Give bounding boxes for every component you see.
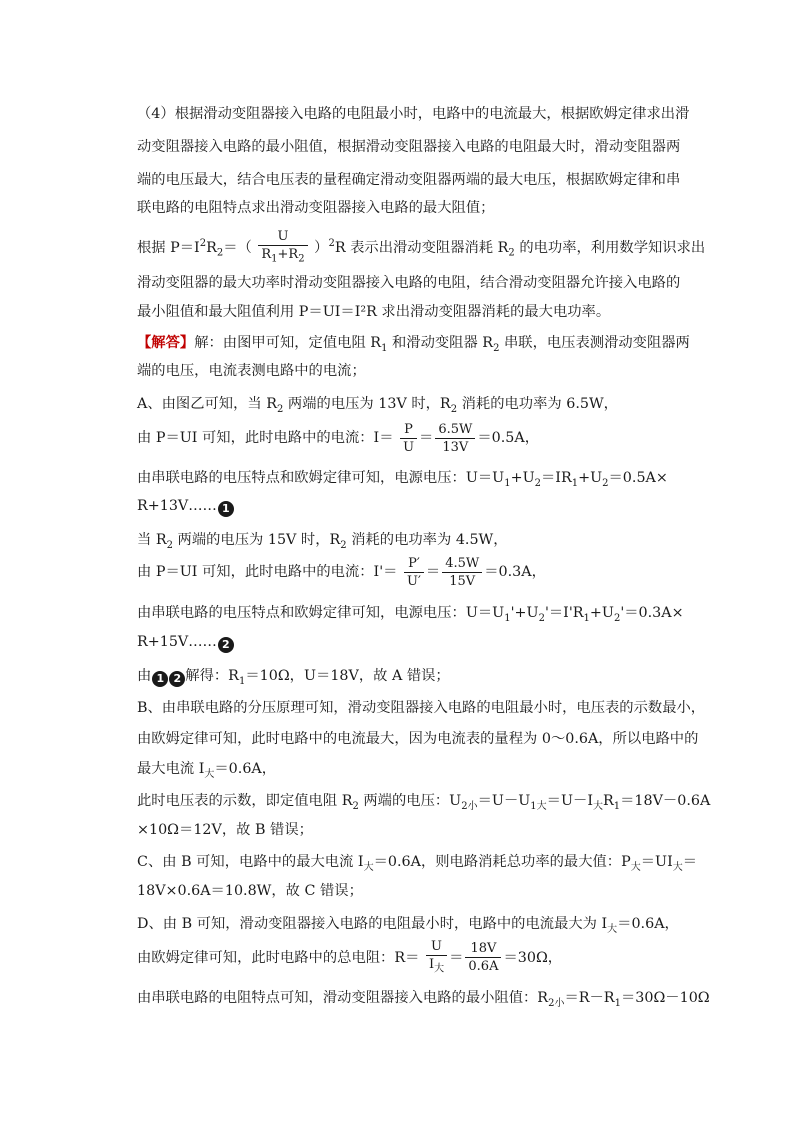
option-a-line-5: 当 $R_2$ 两端的电压为 15V 时，$R_2$ 消耗的电功率为 4.5W，: [137, 532, 508, 551]
option-a-line-2: 由 P＝UI 可知，此时电路中的电流：I＝ $\frac{P}{U}$ ＝ $\frac{6.5W}{13V}$ ＝0.5A，: [137, 421, 540, 455]
option-c-line-1: C、由 B 可知，电路中的最大电流 $I_大=0.6A$，则电路消耗总功率的最大值：$P_大=UI_大=$: [137, 854, 698, 873]
circled-number-1-ref: 1: [152, 671, 168, 687]
fraction-p-over-u: $\frac{P}{U}$: [400, 421, 417, 456]
analysis-line-3: 端的电压最大，结合电压表的量程确定滑动变阻器两端的最大电压，根据欧姆定律和串: [137, 172, 681, 188]
analysis-line-1: （4）根据滑动变阻器接入电路的电阻最小时，电路中的电流最大，根据欧姆定律求出滑: [137, 106, 690, 122]
circled-number-2: 2: [218, 637, 234, 653]
option-b-line-5: ×10Ω＝12V，故 B 错误；: [137, 822, 313, 838]
option-a-line-9: 由 1 2 解得：$R_1=10\Omega$，U＝18V，故 A 错误；: [137, 668, 450, 687]
option-d-line-3: 由串联电路的电阻特点可知，滑动变阻器接入电路的最小阻值：$R_{2小}=R-R_1=30\Omega-10\Omega$: [137, 990, 710, 1009]
option-b-line-1: B、由串联电路的分压原理可知，滑动变阻器接入电路的电阻最小时，电压表的示数最小，: [137, 700, 706, 716]
fraction-18v-over-0.6a: $\frac{18V}{0.6A}$: [465, 940, 501, 975]
fraction-u-over-r1-r2: $\frac{U}{R_1+R_2}$: [258, 228, 307, 268]
answer-tag: 【解答】: [137, 335, 195, 351]
fraction-p-prime-over-u-prime: $\frac{P'}{U'}$: [404, 555, 424, 590]
answer-line-1: 【解答】解：由图甲可知，定值电阻 $R_1$ 和滑动变阻器 $R_2$ 串联，电压表测滑动变阻器两: [137, 335, 690, 354]
fraction-6.5w-over-13v: $\frac{6.5W}{13V}$: [435, 421, 475, 456]
fraction-4.5w-over-15v: $\frac{4.5W}{15V}$: [442, 555, 482, 590]
option-d-line-1: D、由 B 可知，滑动变阻器接入电路的电阻最小时，电路中的电流最大为 $I_大=0.6A$，: [137, 916, 679, 935]
option-c-line-2: 18V×0.6A＝10.8W，故 C 错误；: [137, 883, 363, 899]
option-a-line-7: 由串联电路的电压特点和欧姆定律可知，电源电压：$U=U_1'+U_2'=I'R_1+U_2'=0.3A\times$: [137, 605, 684, 624]
power-formula-line: 根据 $P=I^2R_2=$（ $\frac{U}{R_1+R_2}$ ）$^2$R 表示出滑动变阻器消耗 $R_2$ 的电功率，利用数学知识求出: [137, 226, 682, 272]
analysis-line-2: 动变阻器接入电路的最小阻值，根据滑动变阻器接入电路的电阻最大时，滑动变阻器两: [137, 139, 681, 155]
option-b-line-4: 此时电压表的示数，即定值电阻 $R_2$ 两端的电压：$U_{2小}=U-U_{1大}=U-I_大R_1=18V-0.6A$: [137, 793, 711, 812]
circled-number-1: 1: [218, 501, 234, 517]
circled-number-2-ref: 2: [169, 671, 185, 687]
option-b-line-2: 由欧姆定律可知，此时电路中的电流最大，因为电流表的量程为 0～0.6A，所以电路中的: [137, 731, 699, 747]
option-a-line-4: R+13V…… 1: [137, 496, 682, 517]
option-b-line-3: 最大电流 $I_大=0.6A$，: [137, 761, 277, 780]
analysis-line-4: 联电路的电阻特点求出滑动变阻器接入电路的最大阻值；: [137, 200, 495, 216]
analysis-line-6: 滑动变阻器的最大功率时滑动变阻器接入电路的电阻，结合滑动变阻器允许接入电路的: [137, 275, 681, 291]
option-d-line-2: 由欧姆定律可知，此时电路中的总电阻：R＝ $\frac{U}{I_大}$ ＝ $\frac{18V}{0.6A}$ ＝30Ω，: [137, 938, 682, 978]
answer-line-2: 端的电压，电流表测电路中的电流；: [137, 363, 366, 379]
option-a-line-3: 由串联电路的电压特点和欧姆定律可知，电源电压：$U=U_1+U_2=IR_1+U_2=0.5A\times$: [137, 470, 668, 489]
fraction-u-over-i-max: $\frac{U}{I_大}$: [426, 938, 447, 978]
option-a-line-1: A、由图乙可知，当 $R_2$ 两端的电压为 13V 时，$R_2$ 消耗的电功率为 6.5W，: [137, 396, 618, 415]
option-a-line-6: 由 P＝UI 可知，此时电路中的电流：I'＝ $\frac{P'}{U'}$ ＝ $\frac{4.5W}{15V}$ ＝0.3A，: [137, 555, 546, 589]
option-a-line-8: R+15V…… 2: [137, 632, 682, 653]
analysis-line-7: 最小阻值和最大阻值利用 P＝UI＝I²R 求出滑动变阻器消耗的最大电功率。: [137, 304, 611, 320]
